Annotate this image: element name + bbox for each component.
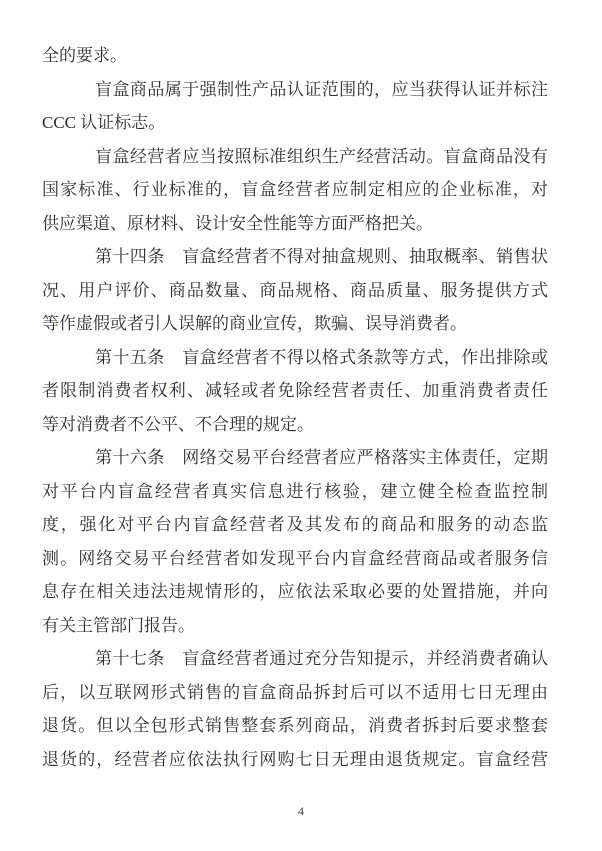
- document-line: 供应渠道、原材料、设计安全性能等方面严格把关。: [42, 213, 433, 233]
- document-line: 退货的，经营者应依法执行网购七日无理由退货规定。盲盒经营: [42, 749, 548, 769]
- document-line: 对平台内盲盒经营者真实信息进行核验，建立健全检查监控制: [42, 481, 548, 501]
- document-line: 第十五条 盲盒经营者不得以格式条款等方式，作出排除或: [95, 347, 548, 367]
- document-line: 盲盒经营者应当按照标准组织生产经营活动。盲盒商品没有: [95, 146, 548, 166]
- document-line: 有关主管部门报告。: [42, 615, 195, 635]
- document-line: 测。网络交易平台经营者如发现平台内盲盒经营商品或者服务信: [42, 548, 548, 568]
- document-line: 第十六条 网络交易平台经营者应严格落实主体责任，定期: [95, 448, 548, 467]
- page-footer: [0, 802, 602, 820]
- document-line: 盲盒商品属于强制性产品认证范围的，应当获得认证并标注: [95, 79, 548, 99]
- document-line: 全的要求。: [42, 46, 127, 65]
- document-line: 等作虚假或者引人误解的商业宣传，欺骗、误导消费者。: [42, 314, 467, 333]
- document-line: 第十七条 盲盒经营者通过充分告知提示，并经消费者确认: [95, 649, 548, 668]
- document-line: 等对消费者不公平、不合理的规定。: [42, 414, 314, 434]
- document-line: 息存在相关违法违规情形的，应依法采取必要的处置措施，并向: [42, 582, 548, 601]
- document-line: 国家标准、行业标准的，盲盒经营者应制定相应的企业标准，对: [42, 180, 548, 199]
- document-line: 后，以互联网形式销售的盲盒商品拆封后可以不适用七日无理由: [42, 682, 548, 702]
- document-line: CCC 认证标志。: [42, 113, 166, 132]
- document-line: 度，强化对平台内盲盒经营者及其发布的商品和服务的动态监: [42, 515, 548, 534]
- page-number: 4: [298, 804, 304, 818]
- document-line: 退货。但以全包形式销售整套系列商品，消费者拆封后要求整套: [42, 716, 548, 735]
- document-line: 第十四条 盲盒经营者不得对抽盒规则、抽取概率、销售状: [95, 247, 548, 266]
- document-line: 者限制消费者权利、减轻或者免除经营者责任、加重消费者责任: [42, 381, 548, 400]
- document-text-block: [42, 39, 548, 776]
- document-line: 况、用户评价、商品数量、商品规格、商品质量、服务提供方式: [42, 280, 548, 300]
